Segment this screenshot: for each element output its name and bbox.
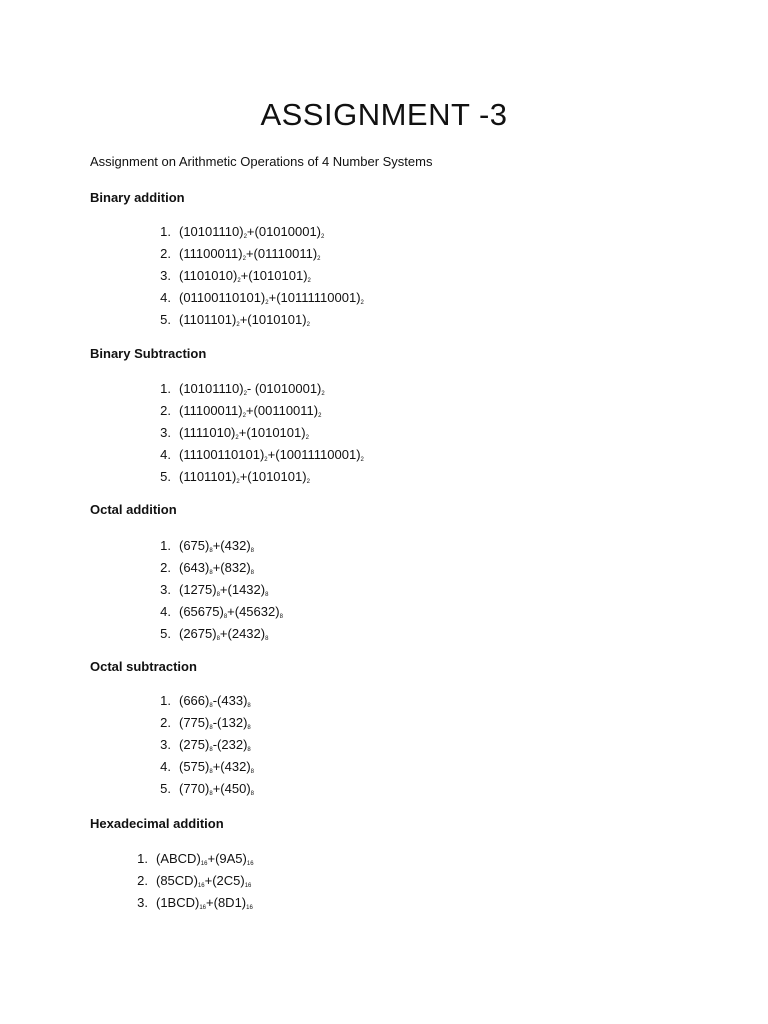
base-b: 8 [250,570,254,576]
operator: + [206,895,214,910]
base-a: 2 [237,278,241,284]
item-number: 3. [160,425,171,440]
operand-a: (10101110) [179,224,244,239]
section-heading-octal-subtraction: Octal subtraction [90,659,197,674]
operator: + [227,604,235,619]
operand-b: (2432) [227,626,266,641]
operand-b: (1010101) [246,425,306,440]
operand-b: (832) [220,560,251,575]
operator: + [212,759,221,774]
operand-b: (1010101) [247,469,307,484]
operand-b: (132) [217,715,248,730]
base-b: 2 [321,391,325,397]
operand-a: (666) [179,693,210,708]
base-a: 8 [209,725,213,731]
operator: + [219,582,228,597]
operand-b: (1432) [227,582,266,597]
base-a: 16 [200,861,208,867]
operand-a: (11100011) [179,246,243,261]
base-b: 8 [247,747,251,753]
base-b: 8 [279,614,283,620]
base-b: 2 [318,413,322,419]
operator: - [246,381,255,396]
base-a: 8 [209,747,213,753]
base-a: 8 [216,636,220,642]
section-heading-hexadecimal-addition: Hexadecimal addition [90,816,224,831]
operator: + [219,626,228,641]
item-expression [179,712,251,734]
operand-b: (1010101) [247,312,307,327]
operand-b: (1010101) [248,268,308,283]
item-number: 2. [160,560,171,575]
operand-a: (1101101) [179,312,237,327]
operand-b: (10111110001) [276,290,361,305]
item-number: 1. [160,693,171,708]
item-number: 3. [160,268,171,283]
operand-a: (1101010) [179,268,238,283]
operand-b: (01010001) [254,381,322,396]
operator: + [268,290,277,305]
base-a: 2 [235,435,239,441]
operand-a: (675) [179,538,210,553]
base-b: 8 [265,592,269,598]
operand-b: (01010001) [254,224,322,239]
item-number: 5. [160,469,171,484]
item-number: 1. [160,381,171,396]
base-b: 2 [317,256,321,262]
operator: + [212,560,221,575]
item-expression [179,422,309,444]
item-expression [179,535,254,557]
operator: - [212,737,218,752]
item-expression [156,892,253,914]
base-b: 2 [360,300,364,306]
operand-a: (770) [179,781,210,796]
item-expression [179,378,325,400]
operand-b: (00110011) [253,403,319,418]
base-a: 2 [236,479,240,485]
base-b: 8 [265,636,269,642]
operator: + [212,538,221,553]
base-b: 2 [306,479,310,485]
item-number: 3. [160,582,171,597]
operand-b: (9A5) [215,851,247,866]
operand-b: (10011110001) [275,447,361,462]
item-expression [179,690,251,712]
operand-b: (2C5) [212,873,245,888]
item-expression [179,557,254,579]
page-title: ASSIGNMENT -3 [260,97,508,132]
operator: + [267,447,276,462]
item-expression [179,243,321,265]
base-a: 16 [197,883,205,889]
operand-a: (ABCD) [156,851,201,866]
section-heading-binary-addition: Binary addition [90,190,185,205]
operand-b: (433) [217,693,248,708]
base-b: 2 [305,435,309,441]
operator: + [207,851,216,866]
item-number: 2. [160,715,171,730]
operator: + [240,268,249,283]
base-a: 2 [243,391,247,397]
base-a: 8 [209,769,213,775]
base-b: 8 [247,703,251,709]
base-b: 8 [247,725,251,731]
item-number: 3. [160,737,171,752]
operator: + [245,403,254,418]
operand-a: (1101101) [179,469,237,484]
item-number: 4. [160,290,171,305]
item-expression [179,444,364,466]
base-b: 8 [250,548,254,554]
operator: + [238,425,247,440]
item-expression [179,623,268,645]
operand-b: (432) [220,538,251,553]
base-b: 16 [246,905,253,911]
item-expression [179,400,321,422]
base-b: 16 [246,861,254,867]
operand-a: (2675) [179,626,217,641]
operand-a: (643) [179,560,210,575]
item-expression [179,265,311,287]
item-number: 5. [160,312,171,327]
operand-b: (45632) [234,604,280,619]
item-number: 1. [137,851,148,866]
operand-a: (65675) [179,604,224,619]
base-b: 16 [244,883,252,889]
item-number: 3. [137,895,148,910]
item-expression [156,848,254,870]
item-expression [179,734,251,756]
section-heading-binary-subtraction: Binary Subtraction [90,346,207,361]
operand-a: (11100011) [179,403,243,418]
operand-a: (1275) [179,582,217,597]
item-number: 2. [160,403,171,418]
item-number: 2. [160,246,171,261]
item-expression [179,778,254,800]
operator: + [239,469,248,484]
operator: - [212,715,218,730]
item-number: 5. [160,626,171,641]
item-number: 1. [160,538,171,553]
item-number: 2. [137,873,148,888]
item-number: 1. [160,224,171,239]
operand-a: (01100110101) [179,290,266,305]
operator: + [204,873,213,888]
operand-a: (85CD) [156,873,198,888]
operand-a: (1BCD) [156,895,200,910]
base-a: 2 [236,322,240,328]
operand-b: (432) [220,759,251,774]
base-a: 2 [243,234,247,240]
base-a: 8 [209,570,213,576]
base-b: 2 [306,322,310,328]
operator: + [212,781,221,796]
base-a: 8 [216,592,220,598]
base-a: 2 [242,413,246,419]
base-a: 8 [223,614,228,620]
base-b: 8 [250,769,254,775]
item-expression [179,756,254,778]
operand-b: (8D1) [213,895,247,910]
item-expression [179,221,324,243]
operator: - [212,693,218,708]
base-b: 2 [307,278,311,284]
base-a: 8 [209,703,213,709]
item-number: 4. [160,759,171,774]
base-a: 8 [209,548,213,554]
operand-a: (575) [179,759,210,774]
operand-b: (450) [220,781,251,796]
operand-a: (775) [179,715,210,730]
item-number: 5. [160,781,171,796]
base-a: 2 [264,457,268,463]
base-a: 2 [265,300,269,306]
operand-b: (01110011) [253,246,318,261]
operand-a: (1111010) [179,425,236,440]
base-a: 16 [199,905,207,911]
operand-b: (232) [217,737,248,752]
item-number: 4. [160,447,171,462]
operand-a: (10101110) [179,381,244,396]
section-heading-octal-addition: Octal addition [90,502,177,517]
item-expression [179,601,283,623]
item-expression [179,579,268,601]
page-subtitle: Assignment on Arithmetic Operations of 4 Number Systems [90,154,433,169]
item-number: 4. [160,604,171,619]
base-a: 2 [242,256,246,262]
base-b: 2 [360,457,364,463]
base-b: 8 [250,791,254,797]
operator: + [239,312,248,327]
operator: + [246,224,255,239]
item-expression [179,466,310,488]
operand-a: (11100110101) [179,447,265,462]
base-b: 2 [321,234,325,240]
item-expression [156,870,251,892]
base-a: 8 [209,791,213,797]
operator: + [245,246,254,261]
item-expression [179,287,364,309]
item-expression [179,309,310,331]
operand-a: (275) [179,737,210,752]
